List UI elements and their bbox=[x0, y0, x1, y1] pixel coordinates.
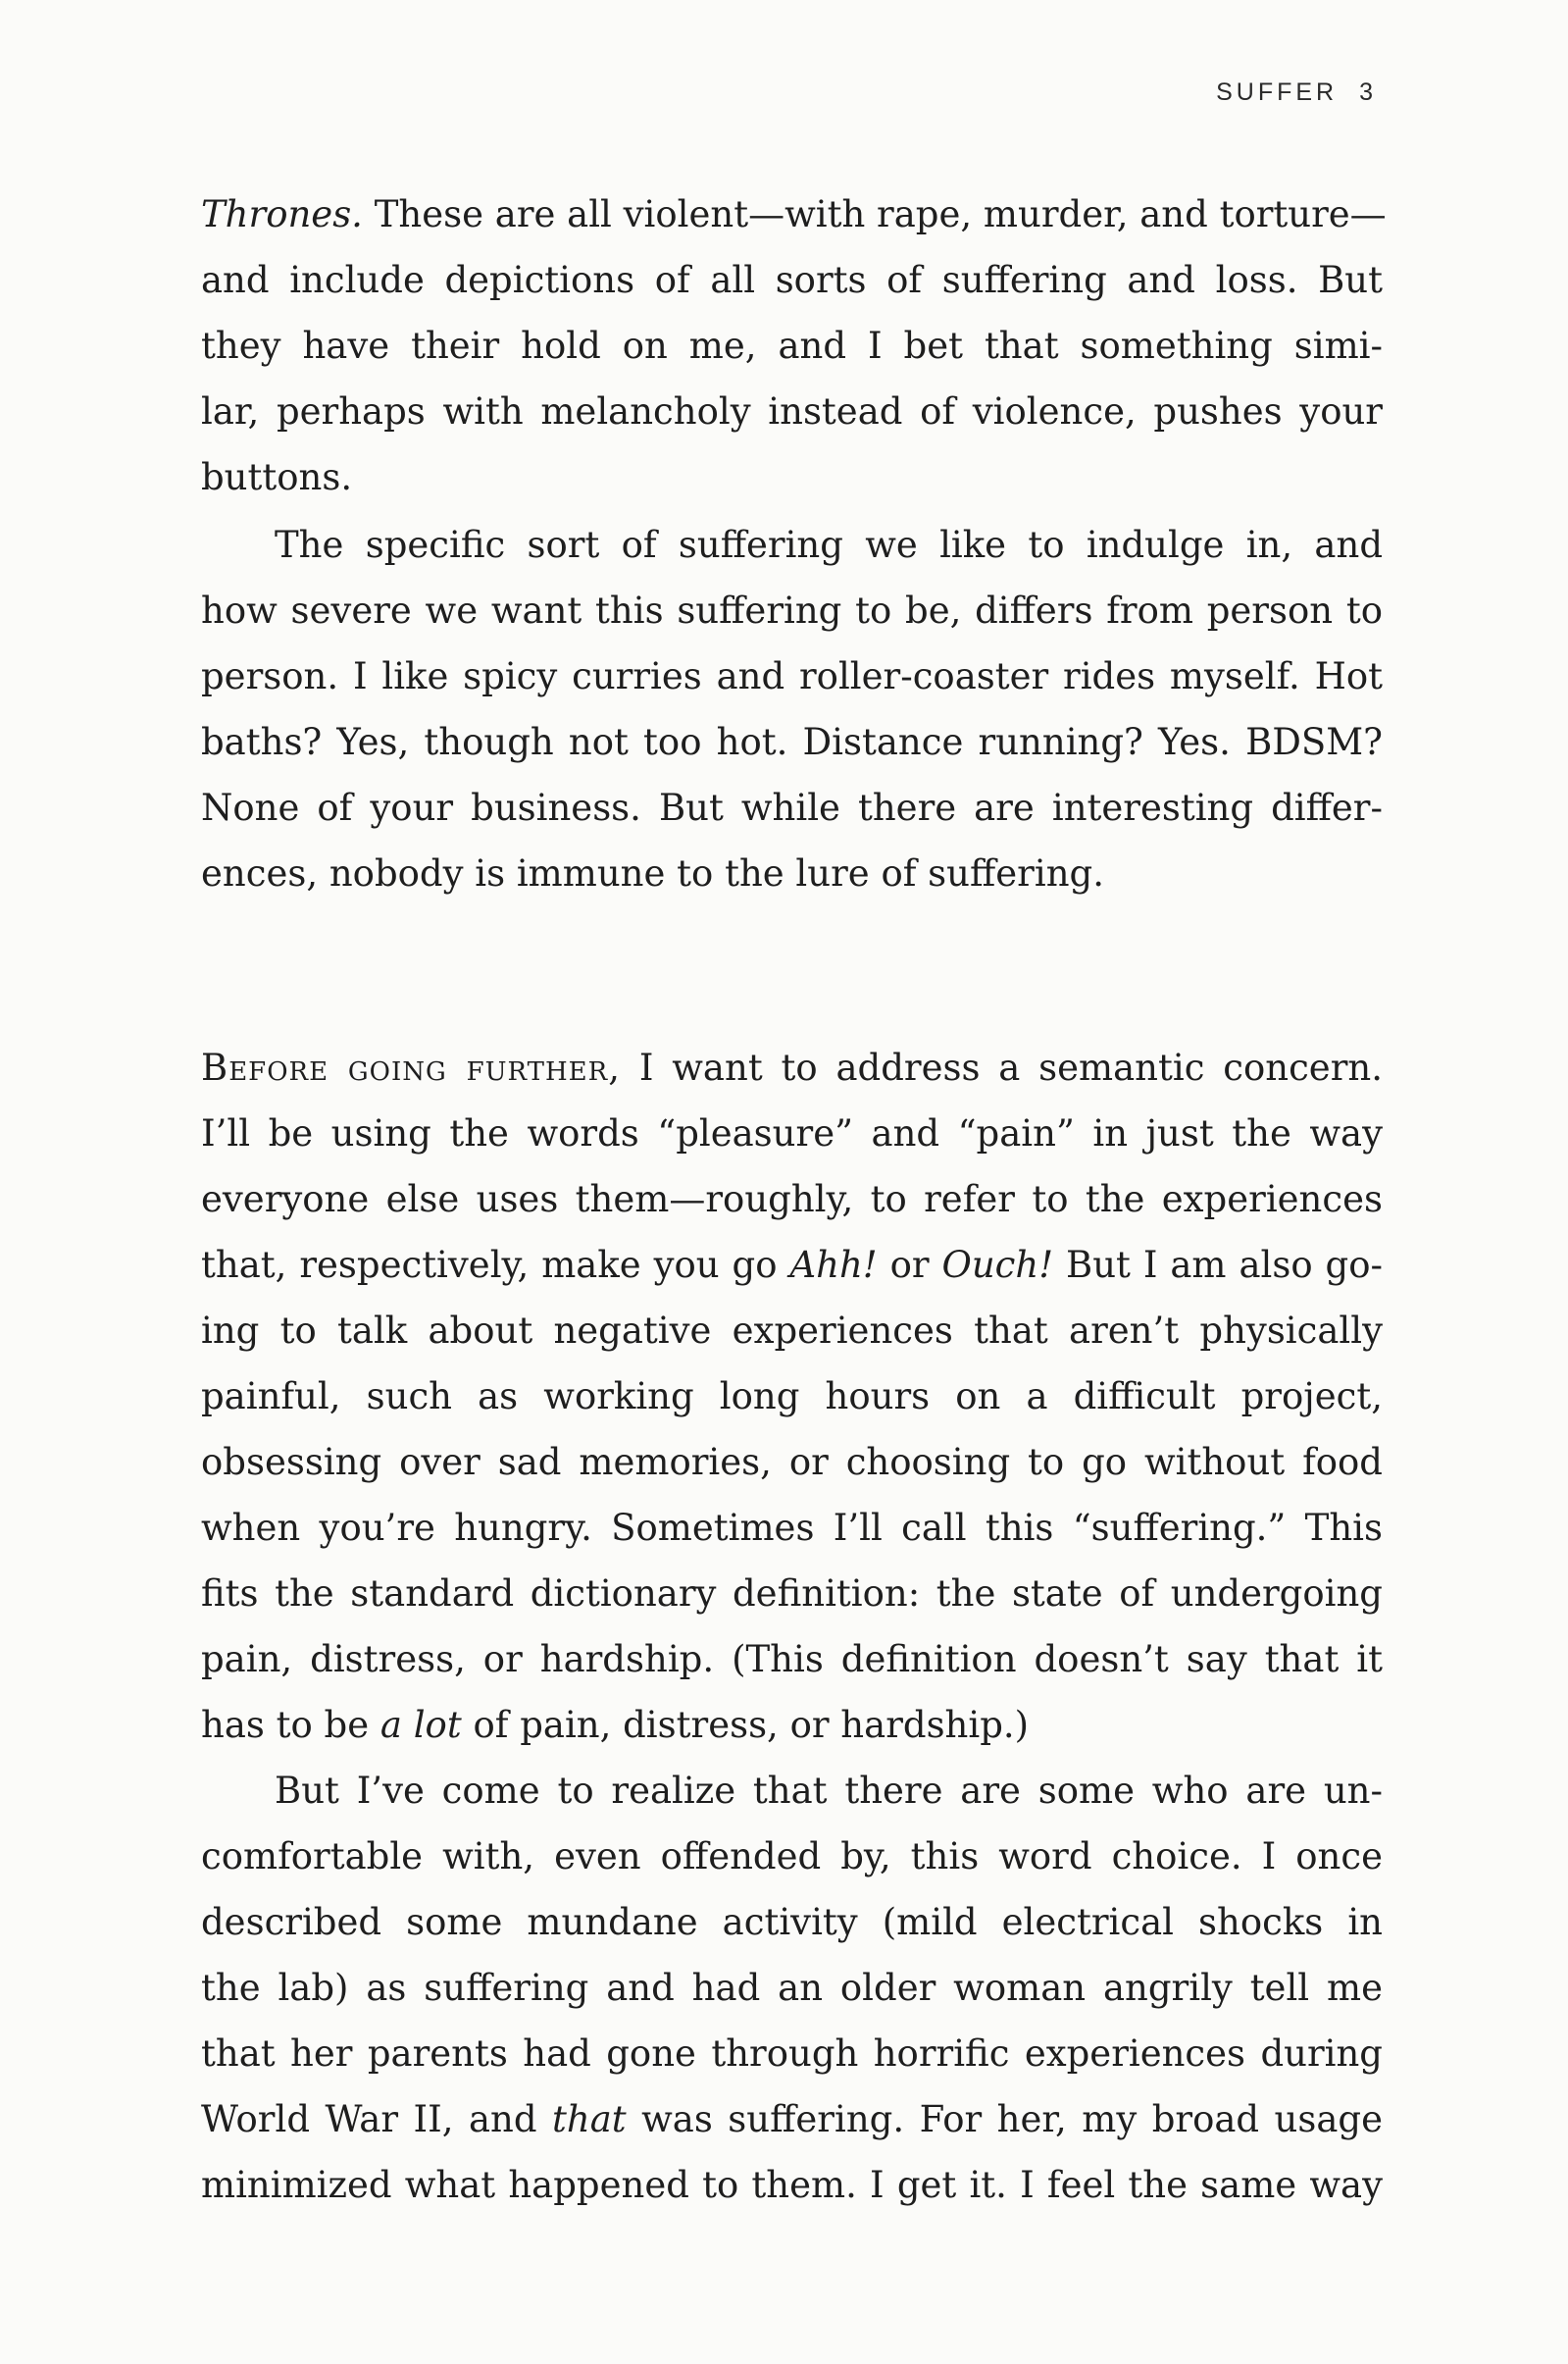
text-line: comfortable with, even offended by, this word choice. I once bbox=[201, 1835, 1383, 1877]
text-line: and include depictions of all sorts of suffering and loss. But bbox=[201, 259, 1383, 301]
italic-title: Thrones. bbox=[201, 193, 363, 235]
text-line: that, respectively, make you go Ahh! or Ouch! But I am also go- bbox=[201, 1244, 1383, 1286]
text-line: how severe we want this suffering to be, differs from person to bbox=[201, 590, 1383, 632]
text-line: None of your business. But while there are interesting differ- bbox=[201, 787, 1383, 829]
paragraph bbox=[201, 512, 1383, 906]
paragraph-continuation bbox=[201, 181, 1387, 510]
section-paragraph bbox=[201, 1035, 1383, 1758]
text-line: minimized what happened to them. I get it. I feel the same way bbox=[201, 2164, 1383, 2206]
text-line: The specific sort of suffering we like to indulge in, and bbox=[275, 524, 1383, 566]
text-line: person. I like spicy curries and roller-coaster rides myself. Hot bbox=[201, 655, 1383, 697]
text-line: that her parents had gone through horrific experiences during bbox=[201, 2032, 1383, 2075]
running-head bbox=[1216, 78, 1377, 107]
text-line: buttons. bbox=[201, 456, 353, 498]
text-line: obsessing over sad memories, or choosing to go without food bbox=[201, 1441, 1383, 1483]
text-line: the lab) as suffering and had an older woman angrily tell me bbox=[201, 1967, 1383, 2009]
paragraph bbox=[201, 1758, 1383, 2218]
small-caps-lead: Before going further, bbox=[201, 1047, 621, 1089]
text-line: But I’ve come to realize that there are some who are un- bbox=[275, 1770, 1383, 1812]
text-line: when you’re hungry. Sometimes I’ll call this “suffering.” This bbox=[201, 1507, 1383, 1549]
text-line: painful, such as working long hours on a difficult project, bbox=[201, 1375, 1383, 1417]
text-line: they have their hold on me, and I bet that something simi- bbox=[201, 325, 1383, 367]
chapter-title: SUFFER bbox=[1216, 78, 1339, 106]
text-line: ing to talk about negative experiences that aren’t physically bbox=[201, 1310, 1383, 1352]
text-line: I’ll be using the words “pleasure” and “pain” in just the way bbox=[201, 1112, 1383, 1155]
page-number: 3 bbox=[1359, 78, 1377, 106]
text-line: fits the standard dictionary definition: the state of undergoing bbox=[201, 1572, 1383, 1615]
text-line: Before going further, I want to address a semantic concern. bbox=[201, 1047, 1383, 1089]
text-line: lar, perhaps with melancholy instead of violence, pushes your bbox=[201, 390, 1383, 433]
text-line: described some mundane activity (mild electrical shocks in bbox=[201, 1901, 1383, 1943]
text-line: baths? Yes, though not too hot. Distance running? Yes. BDSM? bbox=[201, 721, 1383, 763]
text-line: Thrones. These are all violent—with rape, murder, and torture— bbox=[201, 193, 1387, 235]
text-line: pain, distress, or hardship. (This definition doesn’t say that it bbox=[201, 1638, 1383, 1680]
text-line: has to be a lot of pain, distress, or hardship.) bbox=[201, 1704, 1030, 1746]
text-line: World War II, and that was suffering. For her, my broad usage bbox=[201, 2098, 1384, 2140]
text-line: everyone else uses them—roughly, to refer to the experiences bbox=[201, 1178, 1383, 1220]
text-line: ences, nobody is immune to the lure of suffering. bbox=[201, 852, 1104, 895]
